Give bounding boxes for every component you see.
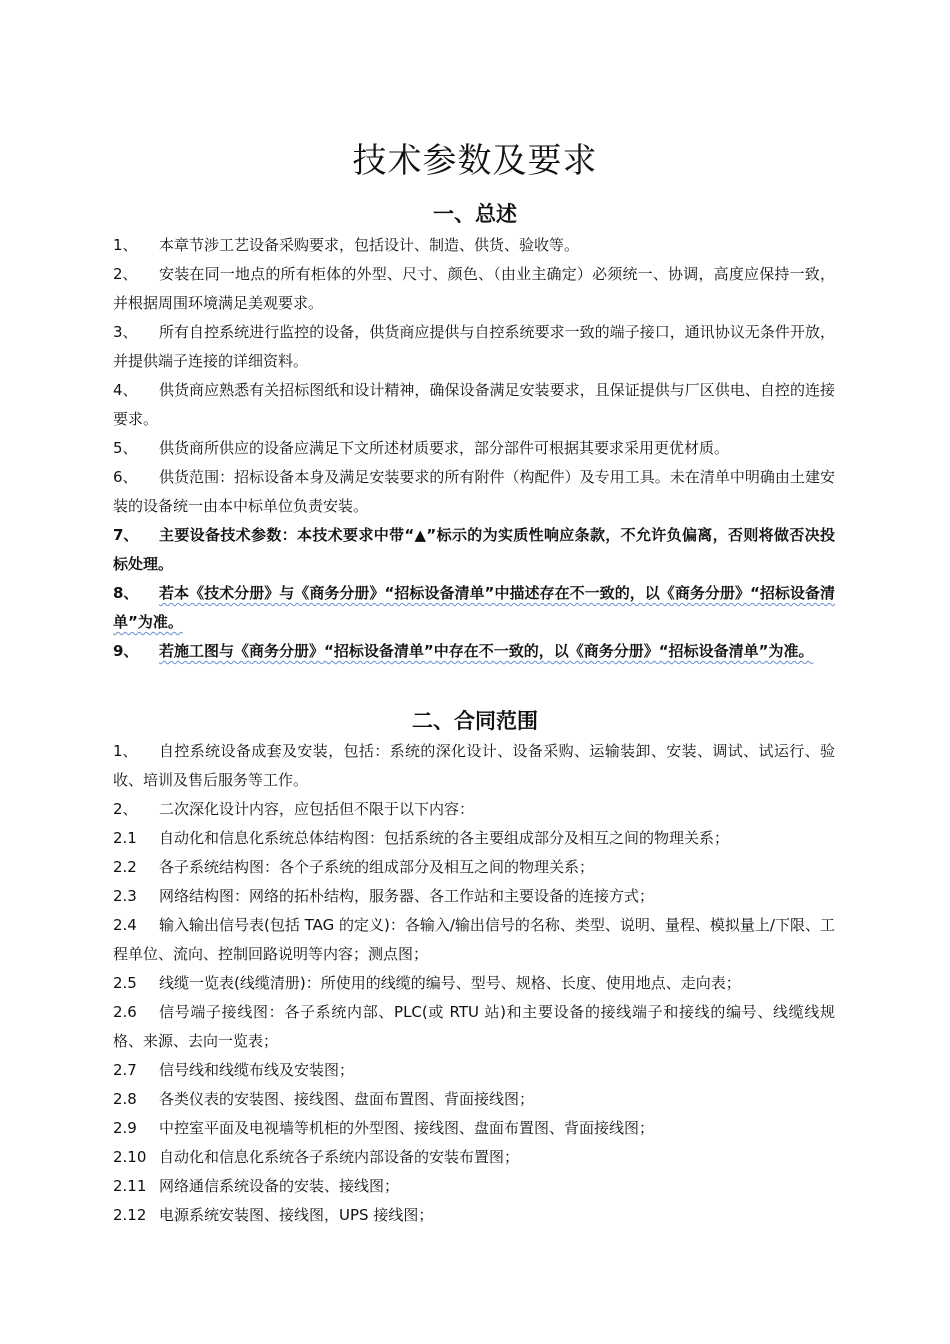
list-item [113,1085,835,1114]
item-text: 网络通信系统设备的安装、接线图； [159,1177,400,1195]
item-number: 7、 [113,526,139,544]
item-text: 自控系统设备成套及安装，包括：系统的深化设计、设备采购、运输装卸、安装、调试、试运行、验收、培训及售后服务等工作。 [113,742,835,789]
item-number: 3、 [113,323,138,341]
list-item [113,998,835,1056]
item-number: 9、 [113,642,139,660]
item-text: 中控室平面及电视墙等机柜的外型图、接线图、盘面布置图、背面接线图； [159,1119,655,1137]
list-item [113,1143,835,1172]
item-number: 8、 [113,584,139,602]
list-item [113,434,835,463]
list-item [113,853,835,882]
item-number: 2.11 [113,1177,147,1195]
item-text: 所有自控系统进行监控的设备，供货商应提供与自控系统要求一致的端子接口，通讯协议无条件开放，并提供端子连接的详细资料。 [113,323,835,370]
item-text: 若本《技术分册》与《商务分册》“招标设备清单”中描述存在不一致的，以《商务分册》“招标设备清单”为准。 [113,584,835,631]
list-item [113,795,835,824]
item-number: 2.9 [113,1119,137,1137]
item-number: 2、 [113,800,138,818]
item-text: 网络结构图：网络的拓朴结构，服务器、各工作站和主要设备的连接方式； [159,887,655,905]
item-number: 2.10 [113,1148,147,1166]
list-item [113,911,835,969]
item-text: 安装在同一地点的所有柜体的外型、尺寸、颜色、（由业主确定）必须统一、协调，高度应保持一致，并根据周围环境满足美观要求。 [113,265,835,312]
item-text: 自动化和信息化系统总体结构图：包括系统的各主要组成部分及相互之间的物理关系； [159,829,730,847]
item-number: 6、 [113,468,138,486]
section-heading-overview: 一、总述 [433,202,517,226]
list-item [113,1172,835,1201]
item-number: 2.1 [113,829,137,847]
list-item [113,882,835,911]
item-text: 信号端子接线图：各子系统内部、PLC(或 RTU 站)和主要设备的接线端子和接线的编号、线缆线规格、来源、去向一览表； [113,1003,835,1050]
list-item [113,260,835,318]
item-number: 1、 [113,742,138,760]
contract-scope-list [113,737,835,1230]
item-number: 2.8 [113,1090,137,1108]
list-item-bold [113,521,835,579]
list-item [113,737,835,795]
list-item-bold [113,579,835,637]
item-text: 供货商应熟悉有关招标图纸和设计精神，确保设备满足安装要求，且保证提供与厂区供电、自控的连接要求。 [113,381,835,428]
item-text: 自动化和信息化系统各子系统内部设备的安装布置图； [159,1148,520,1166]
list-item [113,1201,835,1230]
item-text: 主要设备技术参数：本技术要求中带“▲”标示的为实质性响应条款，不允许负偏离，否则将做否决投标处理。 [113,526,835,573]
list-item [113,318,835,376]
item-number: 2.2 [113,858,137,876]
list-item [113,1056,835,1085]
list-item [113,969,835,998]
item-number: 1、 [113,236,138,254]
item-text: 各类仪表的安装图、接线图、盘面布置图、背面接线图； [159,1090,535,1108]
item-text: 供货商所供应的设备应满足下文所述材质要求，部分部件可根据其要求采用更优材质。 [159,439,730,457]
item-number: 2.4 [113,916,137,934]
list-item [113,1114,835,1143]
item-number: 5、 [113,439,138,457]
section-heading-contract-scope: 二、合同范围 [412,709,538,733]
item-text: 线缆一览表(线缆清册)：所使用的线缆的编号、型号、规格、长度、使用地点、走向表； [159,974,741,992]
overview-list [113,231,835,666]
item-text: 若施工图与《商务分册》“招标设备清单”中存在不一致的，以《商务分册》“招标设备清单”为准。 [159,642,814,660]
list-item [113,463,835,521]
item-number: 2、 [113,265,138,283]
item-text: 电源系统安装图、接线图，UPS 接线图； [159,1206,434,1224]
list-item [113,824,835,853]
item-number: 2.5 [113,974,137,992]
item-text: 二次深化设计内容，应包括但不限于以下内容： [159,800,475,818]
item-text: 输入输出信号表(包括 TAG 的定义)：各输入/输出信号的名称、类型、说明、量程、模拟量上/下限、工程单位、流向、控制回路说明等内容；测点图； [113,916,835,963]
item-number: 2.12 [113,1206,147,1224]
item-text: 本章节涉工艺设备采购要求，包括设计、制造、供货、验收等。 [159,236,580,254]
list-item [113,231,835,260]
item-number: 2.3 [113,887,137,905]
document-title: 技术参数及要求 [352,141,598,181]
item-number: 4、 [113,381,138,399]
item-number: 2.6 [113,1003,137,1021]
item-text: 信号线和线缆布线及安装图； [159,1061,355,1079]
list-item [113,376,835,434]
item-text: 供货范围：招标设备本身及满足安装要求的所有附件（构配件）及专用工具。未在清单中明确由土建安装的设备统一由本中标单位负责安装。 [113,468,835,515]
list-item-bold [113,637,835,666]
item-text: 各子系统结构图：各个子系统的组成部分及相互之间的物理关系； [159,858,595,876]
item-number: 2.7 [113,1061,137,1079]
